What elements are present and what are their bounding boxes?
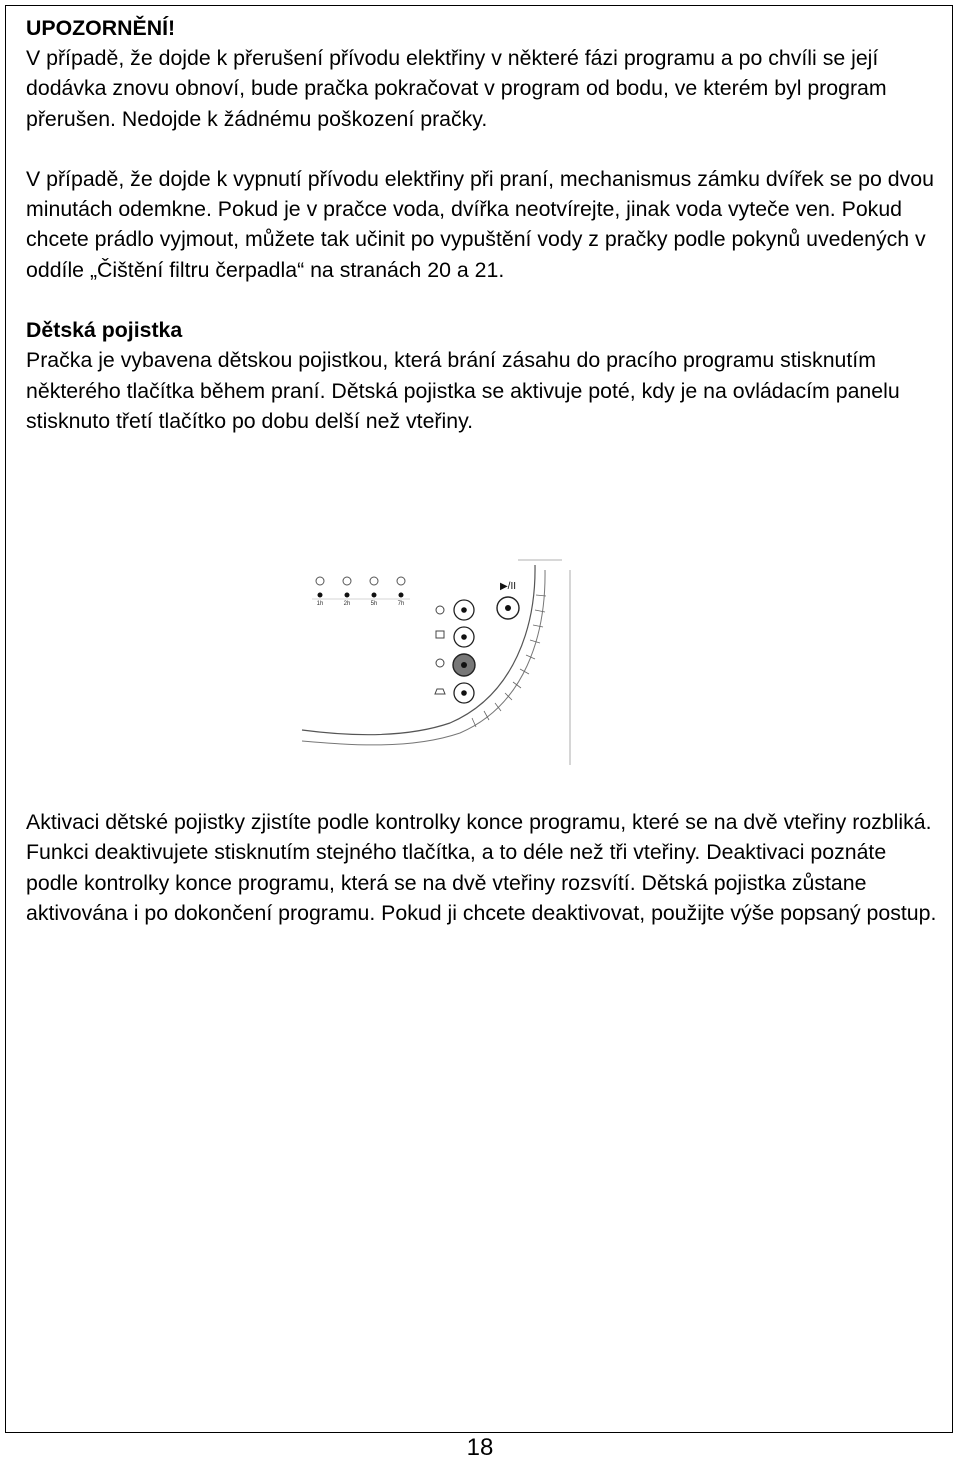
program-icon-4: [397, 577, 405, 585]
child-lock-paragraph-1: Pračka je vybavena dětskou pojistkou, která brání zásahu do pracího programu stisknutím některého tlačítka během praní. Dětská pojistka se aktivuje poté, kdy je na ovládacím panelu stisknuto třetí tlačítko po dobu delší než vteřiny.: [26, 348, 900, 433]
option-icons: [435, 606, 445, 694]
time-label-2h: 2h: [343, 601, 351, 607]
option-icon-3: [436, 659, 444, 667]
time-label-5h: 5h: [370, 601, 378, 607]
program-icons: [316, 577, 405, 585]
option-icon-2: [436, 631, 444, 638]
indicator-leds: [318, 593, 404, 598]
warning-paragraph-1: V případě, že dojde k přerušení přívodu elektřiny v některé fázi programu a po chvíli se její dodávka znovu obnoví, bude pračka pokračovat v program od bodu, ve kterém byl program přerušen. Nedojde k žádnému poškození pračky.: [26, 46, 887, 131]
page-content: [26, 13, 941, 436]
led-5h: [372, 593, 377, 598]
program-icon-3: [370, 577, 378, 585]
control-panel-illustration: [300, 555, 590, 770]
start-pause-label: ▶/II: [499, 581, 517, 592]
clock-icon: [436, 606, 444, 614]
warning-title: UPOZORNĚNÍ!: [26, 16, 176, 40]
warning-paragraph-2: V případě, že dojde k vypnutí přívodu elektřiny při praní, mechanismus zámku dvířek se po dvou minutách odemkne. Pokud je v pračce voda, dvířka neotvírejte, jinak voda vyteče ven. Pokud chcete prádlo vyjmout, můžete tak učinit po vypuštění vody z pračky podle pokynů uvedených v oddíle „Čištění filtru čerpadla“ na stranách 20 a 21.: [26, 166, 934, 282]
iron-icon: [435, 689, 445, 694]
led-1h: [318, 593, 323, 598]
program-icon-1: [316, 577, 324, 585]
led-7h: [399, 593, 404, 598]
page-number: 18: [466, 1434, 494, 1461]
child-lock-title: Dětská pojistka: [26, 318, 183, 343]
child-lock-paragraph-2: Aktivaci dětské pojistky zjistíte podle kontrolky konce programu, které se na dvě vteřiny rozbliká. Funkci deaktivujete stisknutím stejného tlačítka, a to déle než tři vteřiny. Deaktivaci poznáte podle kontrolky konce programu, která se na dvě vteřiny rozsvítí. Dětská pojistka zůstane aktivována i po dokončení programu. Pokud ji chcete deaktivovat, použijte výše popsaný postup.: [26, 810, 937, 925]
time-label-7h: 7h: [397, 601, 405, 607]
child-lock-continued: [26, 807, 941, 928]
led-2h: [345, 593, 350, 598]
time-label-1h: 1h: [316, 601, 324, 607]
program-icon-2: [343, 577, 351, 585]
